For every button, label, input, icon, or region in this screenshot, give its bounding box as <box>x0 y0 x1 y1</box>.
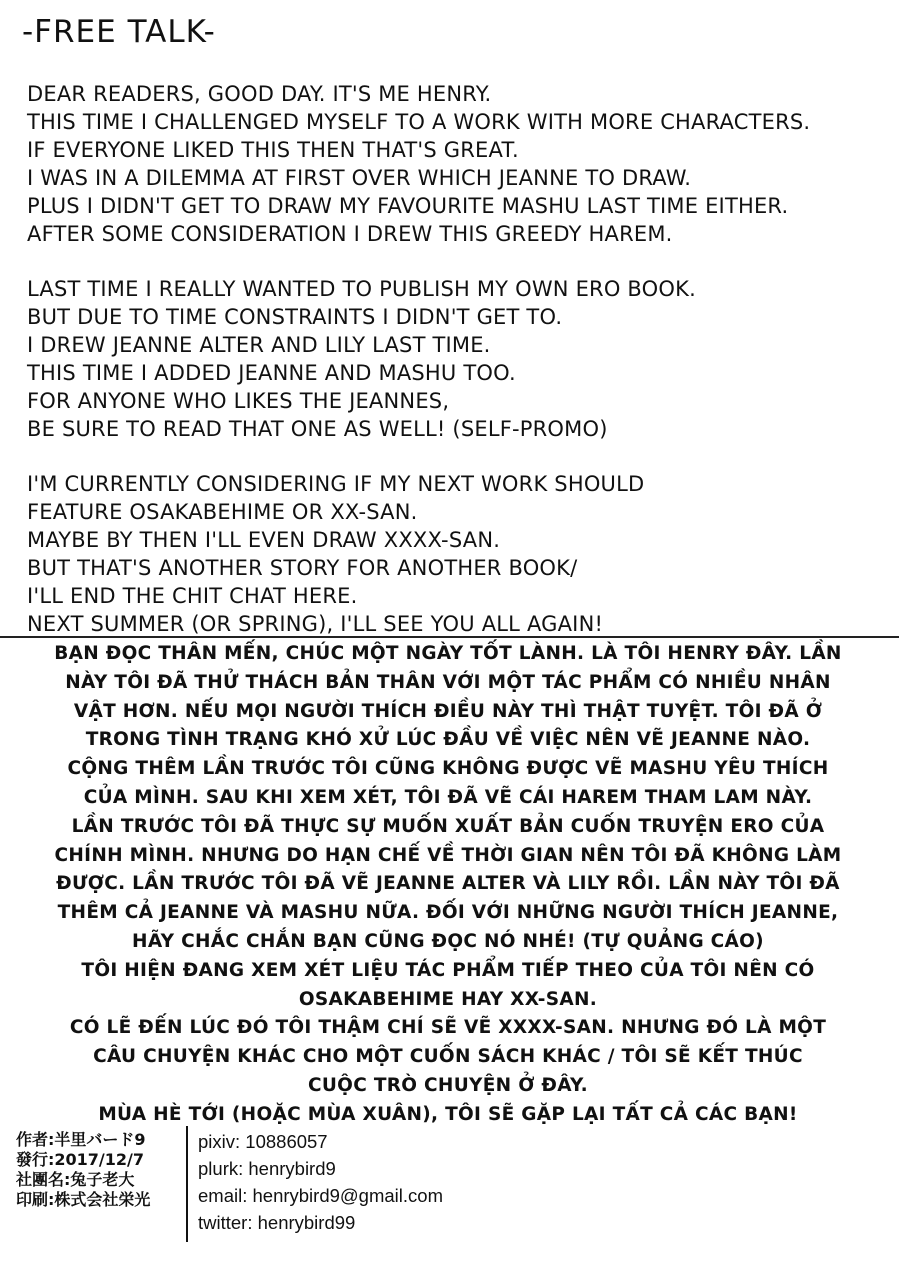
text-line: HÃY CHẮC CHẮN BẠN CŨNG ĐỌC NÓ NHÉ! (TỰ QUẢNG CÁO) <box>132 930 764 952</box>
text-line: ĐƯỢC. LẦN TRƯỚC TÔI ĐÃ VẼ JEANNE ALTER VÀ LILY RỒI. LẦN NÀY TÔI ĐÃ <box>56 873 840 895</box>
credits-divider <box>186 1126 188 1242</box>
text-line: THIS TIME I ADDED JEANNE AND MASHU TOO. <box>27 361 516 385</box>
text-line: BUT THAT'S ANOTHER STORY FOR ANOTHER BOOK/ <box>27 556 578 580</box>
page-title: -FREE TALK- <box>22 14 216 50</box>
text-line: BUT DUE TO TIME CONSTRAINTS I DIDN'T GET TO. <box>27 305 563 329</box>
english-paragraph-2 <box>27 275 887 443</box>
twitter-contact: twitter: henrybird99 <box>198 1212 356 1233</box>
text-line: I DREW JEANNE ALTER AND LILY LAST TIME. <box>27 333 491 357</box>
text-line: LAST TIME I REALLY WANTED TO PUBLISH MY OWN ERO BOOK. <box>27 277 696 301</box>
english-paragraph-3 <box>27 470 887 638</box>
contact-list <box>198 1128 518 1236</box>
text-line: I WAS IN A DILEMMA AT FIRST OVER WHICH JEANNE TO DRAW. <box>27 166 692 190</box>
text-line: NEXT SUMMER (OR SPRING), I'LL SEE YOU ALL AGAIN! <box>27 612 604 636</box>
text-line: THÊM CẢ JEANNE VÀ MASHU NỮA. ĐỐI VỚI NHỮNG NGƯỜI THÍCH JEANNE, <box>57 902 839 924</box>
text-line: FOR ANYONE WHO LIKES THE JEANNES, <box>27 389 450 413</box>
text-line: CỘNG THÊM LẦN TRƯỚC TÔI CŨNG KHÔNG ĐƯỢC VẼ MASHU YÊU THÍCH <box>67 758 829 780</box>
publication-credits <box>16 1130 184 1210</box>
text-line: I'LL END THE CHIT CHAT HERE. <box>27 584 358 608</box>
text-line: TRONG TÌNH TRẠNG KHÓ XỬ LÚC ĐẦU VỀ VIỆC NÊN VẼ JEANNE NÀO. <box>85 729 811 751</box>
english-paragraph-1 <box>27 80 887 248</box>
text-line: VẬT HƠN. NẾU MỌI NGƯỜI THÍCH ĐIỀU NÀY THÌ THẬT TUYỆT. TÔI ĐÃ Ở <box>73 700 823 722</box>
text-line: CỦA MÌNH. SAU KHI XEM XÉT, TÔI ĐÃ VẼ CÁI HAREM THAM LAM NÀY. <box>83 786 813 808</box>
text-line: PLUS I DIDN'T GET TO DRAW MY FAVOURITE MASHU LAST TIME EITHER. <box>27 194 789 218</box>
text-line: NÀY TÔI ĐÃ THỬ THÁCH BẢN THÂN VỚI MỘT TÁC PHẨM CÓ NHIỀU NHÂN <box>65 671 831 693</box>
text-line: MÙA HÈ TỚI (HOẶC MÙA XUÂN), TÔI SẼ GẶP LẠI TẤT CẢ CÁC BẠN! <box>98 1103 798 1125</box>
printer-credit: 印刷:株式会社栄光 <box>16 1190 151 1209</box>
text-line: CUỘC TRÒ CHUYỆN Ở ĐÂY. <box>307 1074 589 1096</box>
text-line: TÔI HIỆN ĐANG XEM XÉT LIỆU TÁC PHẨM TIẾP THEO CỦA TÔI NÊN CÓ <box>81 959 815 981</box>
text-line: IF EVERYONE LIKED THIS THEN THAT'S GREAT. <box>27 138 519 162</box>
text-line: MAYBE BY THEN I'LL EVEN DRAW XXXX-SAN. <box>27 528 501 552</box>
release-date-credit: 發行:2017/12/7 <box>16 1150 145 1169</box>
text-line: AFTER SOME CONSIDERATION I DREW THIS GREEDY HAREM. <box>27 222 673 246</box>
text-line: CHÍNH MÌNH. NHƯNG DO HẠN CHẾ VỀ THỜI GIAN NÊN TÔI ĐÃ KHÔNG LÀM <box>54 844 842 866</box>
text-line: THIS TIME I CHALLENGED MYSELF TO A WORK WITH MORE CHARACTERS. <box>27 110 811 134</box>
pixiv-contact: pixiv: 10886057 <box>198 1131 328 1152</box>
text-line: BE SURE TO READ THAT ONE AS WELL! (SELF-PROMO) <box>27 417 608 441</box>
english-text <box>27 80 887 665</box>
text-line: LẦN TRƯỚC TÔI ĐÃ THỰC SỰ MUỐN XUẤT BẢN CUỐN TRUYỆN ERO CỦA <box>71 815 825 837</box>
text-line: CÓ LẼ ĐẾN LÚC ĐÓ TÔI THẬM CHÍ SẼ VẼ XXXX-SAN. NHƯNG ĐÓ LÀ MỘT <box>69 1017 827 1039</box>
text-line: I'M CURRENTLY CONSIDERING IF MY NEXT WORK SHOULD <box>27 472 645 496</box>
author-credit: 作者:半里バード9 <box>16 1130 146 1149</box>
text-line: OSAKABEHIME HAY XX-SAN. <box>298 988 598 1010</box>
circle-name-credit: 社團名:兔子老大 <box>16 1170 135 1189</box>
text-line: BẠN ĐỌC THÂN MẾN, CHÚC MỘT NGÀY TỐT LÀNH. LÀ TÔI HENRY ĐÂY. LẦN <box>54 643 842 664</box>
plurk-contact: plurk: henrybird9 <box>198 1158 336 1179</box>
text-line: FEATURE OSAKABEHIME OR XX-SAN. <box>27 500 418 524</box>
vietnamese-translation <box>8 640 888 1130</box>
text-line: CÂU CHUYỆN KHÁC CHO MỘT CUỐN SÁCH KHÁC / TÔI SẼ KẾT THÚC <box>93 1046 803 1068</box>
section-divider <box>0 636 899 638</box>
email-contact: email: henrybird9@gmail.com <box>198 1185 443 1206</box>
text-line: DEAR READERS, GOOD DAY. IT'S ME HENRY. <box>27 82 492 106</box>
